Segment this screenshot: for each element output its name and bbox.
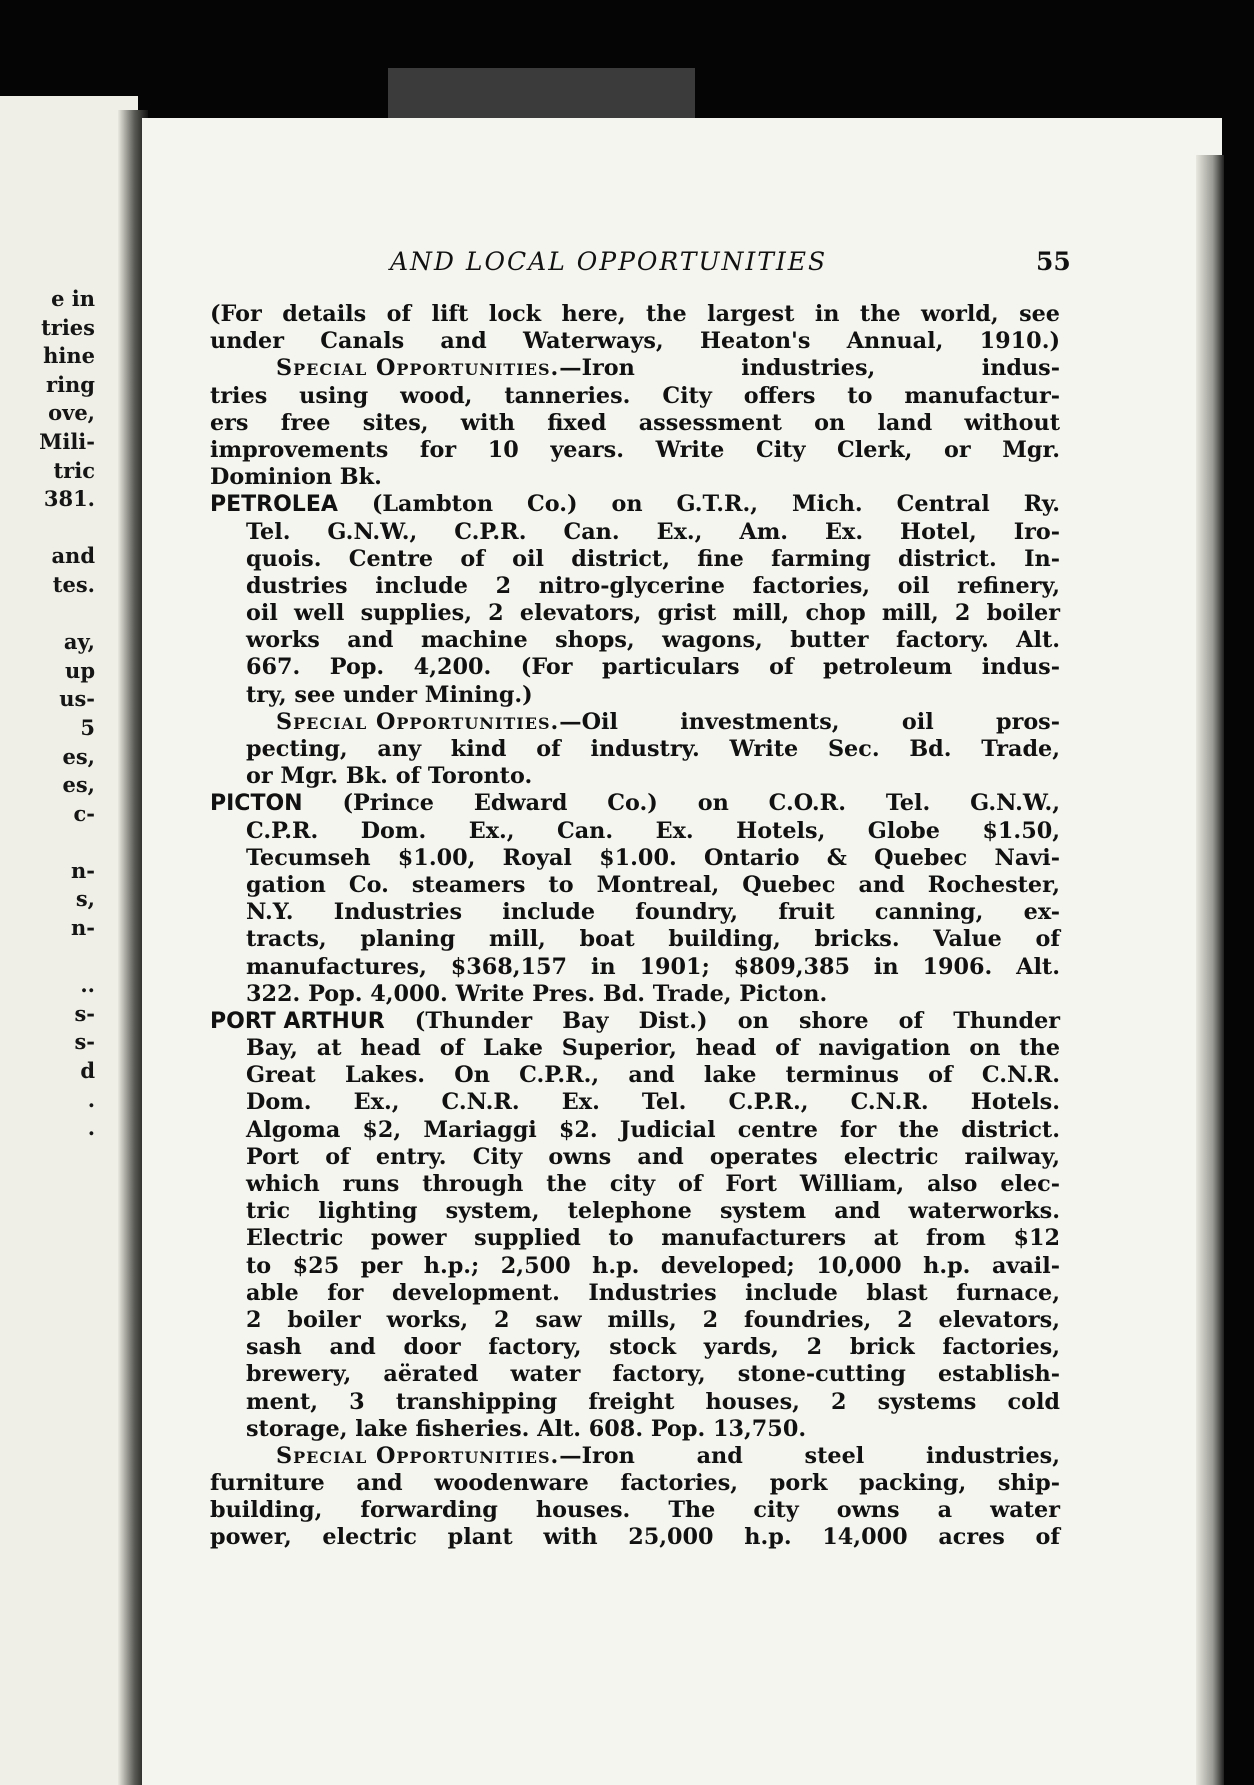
text-line bbox=[210, 1307, 1060, 1334]
line-text: —Iron and steel industries, bbox=[559, 1442, 1060, 1469]
line-text: dustries include 2 nitro-glycerine factories, oil refinery, bbox=[246, 572, 1060, 599]
left-page-text-fragments bbox=[0, 285, 95, 1143]
left-fragment-line: tries bbox=[41, 314, 95, 340]
left-fragment-line: .. bbox=[80, 972, 95, 998]
line-text: pecting, any kind of industry. Write Sec. Bd. Trade, bbox=[246, 736, 1060, 762]
port-arthur-special-opportunities bbox=[210, 1443, 1060, 1552]
line-text: 667. Pop. 4,200. (For particulars of petroleum indus- bbox=[246, 654, 1060, 681]
line-text: N.Y. Industries include foundry, fruit canning, ex- bbox=[246, 899, 1060, 926]
entry-picton bbox=[210, 790, 1060, 1008]
line-text: under Canals and Waterways, Heaton's Annual, 1910.) bbox=[210, 328, 1060, 355]
lift-lock-note bbox=[210, 301, 1060, 355]
line-text: or Mgr. Bk. of Toronto. bbox=[246, 763, 533, 790]
text-line bbox=[210, 410, 1060, 437]
line-text: ers free sites, with fixed assessment on land without bbox=[210, 409, 1060, 436]
left-fragment-line: up bbox=[65, 657, 95, 683]
left-fragment-line: and bbox=[51, 543, 95, 569]
text-line bbox=[210, 355, 1060, 382]
text-line bbox=[210, 546, 1060, 573]
line-text: building, forwarding houses. The city owns a water bbox=[210, 1497, 1060, 1524]
left-fragment-line: tric bbox=[53, 457, 95, 483]
text-line bbox=[210, 627, 1060, 654]
line-text: Dom. Ex., C.N.R. Ex. Tel. C.P.R., C.N.R. Hotels. bbox=[246, 1089, 1060, 1116]
text-line bbox=[210, 1198, 1060, 1225]
text-line bbox=[210, 491, 1060, 518]
text-line bbox=[210, 1117, 1060, 1144]
left-fragment-line: tes. bbox=[52, 571, 95, 597]
left-fragment-line bbox=[0, 828, 95, 857]
line-text: Port of entry. City owns and operates electric railway, bbox=[246, 1143, 1060, 1170]
left-fragment-line bbox=[0, 600, 95, 629]
left-fragment-line: ring bbox=[46, 371, 95, 397]
left-fragment-line bbox=[0, 943, 95, 972]
left-fragment-line: Mili- bbox=[39, 428, 95, 454]
entry-port-arthur bbox=[210, 1008, 1060, 1443]
left-fragment-line: us- bbox=[59, 686, 95, 712]
line-text: Dominion Bk. bbox=[210, 464, 382, 491]
line-text: improvements for 10 years. Write City Clerk, or Mgr. bbox=[210, 436, 1060, 463]
left-fragment-line: s- bbox=[74, 1029, 95, 1055]
running-header: AND LOCAL OPPORTUNITIES bbox=[390, 247, 828, 276]
left-fragment-line: ove, bbox=[48, 400, 95, 426]
line-text: quois. Centre of oil district, fine farming district. In- bbox=[246, 545, 1060, 572]
line-text: tracts, planing mill, boat building, bricks. Value of bbox=[246, 926, 1060, 953]
line-text: (Thunder Bay Dist.) on shore of Thunder bbox=[384, 1007, 1060, 1034]
line-text: oil well supplies, 2 elevators, grist mill, chop mill, 2 boiler bbox=[246, 600, 1060, 627]
line-text: gation Co. steamers to Montreal, Quebec and Rochester, bbox=[246, 871, 1060, 898]
text-line bbox=[210, 763, 1060, 790]
left-fragment-line: 381. bbox=[43, 486, 95, 512]
text-line bbox=[210, 845, 1060, 872]
special-opportunities-label: Special Opportunities. bbox=[276, 1442, 560, 1469]
line-text: able for development. Industries include blast furnace, bbox=[246, 1279, 1060, 1306]
text-line bbox=[210, 437, 1060, 464]
text-line bbox=[210, 981, 1060, 1008]
text-line bbox=[210, 654, 1060, 681]
text-line bbox=[210, 899, 1060, 926]
left-fragment-line: n- bbox=[71, 915, 95, 941]
text-line bbox=[210, 301, 1060, 328]
petrolea-special-opportunities bbox=[210, 709, 1060, 791]
line-text: works and machine shops, wagons, butter factory. Alt. bbox=[246, 627, 1060, 654]
text-line bbox=[210, 1416, 1060, 1443]
text-line bbox=[210, 1280, 1060, 1307]
line-text: 322. Pop. 4,000. Write Pres. Bd. Trade, Picton. bbox=[246, 980, 828, 1007]
text-line bbox=[210, 1035, 1060, 1062]
text-line bbox=[210, 872, 1060, 899]
line-text: —Iron industries, indus- bbox=[559, 355, 1060, 382]
page-body bbox=[210, 301, 1060, 1552]
line-text: which runs through the city of Fort William, also elec- bbox=[246, 1171, 1060, 1197]
text-line bbox=[210, 1144, 1060, 1171]
line-text: try, see under Mining.) bbox=[246, 681, 533, 708]
page-edge bbox=[1196, 155, 1224, 1785]
line-text: —Oil investments, oil pros- bbox=[559, 708, 1060, 735]
line-text: Tel. G.N.W., C.P.R. Can. Ex., Am. Ex. Hotel, Iro- bbox=[246, 518, 1060, 545]
line-text: (Lambton Co.) on G.T.R., Mich. Central Ry. bbox=[337, 491, 1060, 518]
line-text: 2 boiler works, 2 saw mills, 2 foundries, 2 elevators, bbox=[246, 1306, 1060, 1333]
text-line bbox=[210, 1334, 1060, 1361]
left-fragment-line: s, bbox=[75, 886, 95, 912]
text-line bbox=[210, 1062, 1060, 1089]
left-fragment-line: e in bbox=[51, 286, 95, 311]
special-opportunities-label: Special Opportunities. bbox=[276, 355, 560, 382]
line-text: tric lighting system, telephone system and waterworks. bbox=[246, 1198, 1060, 1225]
left-fragment-line: s- bbox=[74, 1000, 95, 1026]
text-line bbox=[210, 383, 1060, 410]
left-fragment-line: es, bbox=[62, 743, 95, 769]
line-text: Tecumseh $1.00, Royal $1.00. Ontario & Quebec Navi- bbox=[246, 844, 1060, 871]
line-text: Electric power supplied to manufacturers at from $12 bbox=[246, 1225, 1060, 1252]
left-fragment-line bbox=[0, 514, 95, 543]
text-line bbox=[210, 954, 1060, 981]
text-line bbox=[210, 790, 1060, 817]
line-text: brewery, aërated water factory, stone-cutting establish- bbox=[246, 1361, 1060, 1388]
left-fragment-line: n- bbox=[71, 857, 95, 883]
left-fragment-line: ay, bbox=[63, 629, 95, 655]
text-line bbox=[210, 1253, 1060, 1280]
left-fragment-line: d bbox=[80, 1058, 95, 1084]
line-text: (For details of lift lock here, the largest in the world, see bbox=[210, 301, 1060, 327]
entry-heading: PORT ARTHUR bbox=[210, 1008, 385, 1034]
line-text: power, electric plant with 25,000 h.p. 14,000 acres of bbox=[210, 1524, 1060, 1551]
line-text: (Prince Edward Co.) on C.O.R. Tel. G.N.W., bbox=[302, 790, 1060, 817]
text-line bbox=[210, 519, 1060, 546]
text-line bbox=[210, 682, 1060, 709]
text-line bbox=[210, 1008, 1060, 1035]
text-line bbox=[210, 818, 1060, 845]
text-line bbox=[210, 1497, 1060, 1524]
text-line bbox=[210, 1089, 1060, 1116]
left-fragment-line: . bbox=[87, 1115, 95, 1141]
left-fragment-line: es, bbox=[62, 772, 95, 798]
text-line bbox=[210, 1225, 1060, 1252]
line-text: furniture and woodenware factories, pork packing, ship- bbox=[210, 1470, 1060, 1497]
text-line bbox=[210, 328, 1060, 355]
line-text: sash and door factory, stock yards, 2 brick factories, bbox=[246, 1334, 1060, 1361]
entry-heading: PETROLEA bbox=[210, 492, 338, 518]
left-fragment-line: hine bbox=[43, 343, 95, 369]
left-fragment-line: c- bbox=[73, 800, 95, 826]
line-text: C.P.R. Dom. Ex., Can. Ex. Hotels, Globe $1.50, bbox=[246, 817, 1060, 844]
special-opportunities-label: Special Opportunities. bbox=[276, 708, 560, 735]
line-text: Great Lakes. On C.P.R., and lake terminus of C.N.R. bbox=[246, 1062, 1060, 1089]
line-text: Algoma $2, Mariaggi $2. Judicial centre for the district. bbox=[246, 1116, 1060, 1143]
text-line bbox=[210, 573, 1060, 600]
text-line bbox=[210, 1470, 1060, 1497]
text-line bbox=[210, 1443, 1060, 1470]
left-fragment-line: 5 bbox=[80, 714, 95, 740]
text-line bbox=[210, 1524, 1060, 1551]
text-line bbox=[210, 600, 1060, 627]
line-text: storage, lake fisheries. Alt. 608. Pop. 13,750. bbox=[246, 1415, 807, 1442]
line-text: ment, 3 transhipping freight houses, 2 systems cold bbox=[246, 1388, 1060, 1415]
left-fragment-line: . bbox=[87, 1086, 95, 1112]
text-line bbox=[210, 709, 1060, 736]
line-text: Bay, at head of Lake Superior, head of navigation on the bbox=[246, 1035, 1060, 1062]
peterborough-special-opportunities bbox=[210, 355, 1060, 491]
entry-petrolea bbox=[210, 491, 1060, 709]
line-text: manufactures, $368,157 in 1901; $809,385 in 1906. Alt. bbox=[246, 953, 1060, 980]
text-line bbox=[210, 1361, 1060, 1388]
text-line bbox=[210, 1389, 1060, 1416]
line-text: to $25 per h.p.; 2,500 h.p. developed; 10,000 h.p. avail- bbox=[246, 1252, 1060, 1279]
text-line bbox=[210, 1171, 1060, 1198]
text-line bbox=[210, 464, 1060, 491]
line-text: tries using wood, tanneries. City offers to manufactur- bbox=[210, 382, 1060, 409]
entry-heading: PICTON bbox=[210, 791, 303, 817]
text-line bbox=[210, 736, 1060, 763]
text-line bbox=[210, 926, 1060, 953]
page-number: 55 bbox=[1036, 247, 1071, 276]
